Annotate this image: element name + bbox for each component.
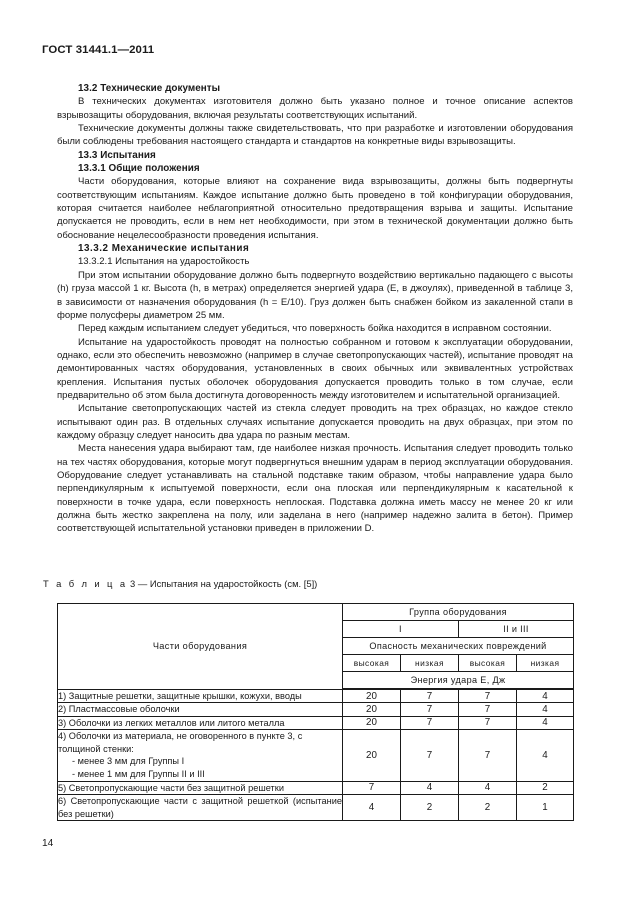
table-row-sub-line: - менее 1 мм для Группы II и III: [72, 769, 205, 780]
table-row-label-text: 6) Светопропускающие части с защитной решеткой (испытание без решетки): [58, 796, 342, 819]
table-row: [58, 730, 574, 781]
table-header-energy-band: Энергия удара E, Дж: [343, 672, 574, 690]
table-row: [58, 689, 574, 703]
standard-number-header: ГОСТ 31441.1—2011: [42, 44, 155, 56]
table-row: [58, 716, 574, 730]
table-cell-energy-value: 7: [343, 781, 401, 795]
table-head: [58, 604, 574, 690]
table-cell-energy-value: 1: [517, 795, 574, 821]
page-number: 14: [42, 838, 54, 849]
heading-13-3: 13.3 Испытания: [78, 149, 156, 161]
table-cell-energy-value: 20: [343, 689, 401, 703]
table-caption-dash: —: [137, 578, 148, 589]
impact-resistance-table: [57, 603, 574, 821]
table-row-label: [58, 795, 343, 821]
table-cell-energy-value: 4: [517, 730, 574, 781]
table-cell-energy-value: 2: [459, 795, 517, 821]
heading-13-3-2: 13.3.2 Механические испытания: [78, 243, 250, 255]
table-header-hazard-high-1: высокая: [343, 655, 401, 672]
table-row-label: [58, 703, 343, 717]
table-body: [58, 689, 574, 821]
paragraph-13-3-2-1-3: Испытание на ударостойкость проводят на полностью собранном и готовом к эксплуатации оборудовании, однако, если это обеспечить невозможно (например в случае светопропускающих частей), испытание проводят на демонтированных частях оборудования, установленных в своих обычных или эквивалентных устройствах крепления. Испытания пустых оболочек оборудования допускается проводить только в том случае, если предварительно об этом была достигнута договоренность между изготовителем и испытательной организацией.: [57, 336, 573, 401]
table-cell-energy-value: 7: [401, 730, 459, 781]
table-row-label-text: 5) Светопропускающие части без защитной решетки: [58, 782, 284, 793]
paragraph-13-3-2-1-4: Испытание светопропускающих частей из стекла следует проводить на трех образцах, но каждое стекло испытывают один раз. В отдельных случаях испытание допускается проводить на двух образцах, при этом по каждому образцу следует наносить два удара по разным местам.: [57, 403, 573, 441]
table-cell-energy-value: 7: [459, 703, 517, 717]
paragraph-13-2-2: Технические документы должны также свидетельствовать, что при разработке и изготовлении оборудования были соблюдены требования настоящего стандарта и стандартов на конкретные виды взрывозащиты.: [57, 123, 573, 148]
table-cell-energy-value: 4: [459, 781, 517, 795]
table-cell-energy-value: 7: [459, 689, 517, 703]
table-row-label-text: 2) Пластмассовые оболочки: [58, 704, 180, 715]
heading-13-3-1: 13.3.1 Общие положения: [78, 163, 200, 175]
table-cell-energy-value: 4: [517, 689, 574, 703]
table-caption-label: Т а б л и ц а: [43, 578, 128, 589]
table-caption: [43, 578, 317, 589]
table-cell-energy-value: 2: [401, 795, 459, 821]
table-header-hazard-band: Опасность механических повреждений: [343, 638, 574, 655]
paragraph-13-3-2-1-5: Места нанесения удара выбирают там, где наиболее низкая прочность. Испытания следует проводить только на тех частях оборудования, которые могут подвергнуться внешним ударам в период эксплуатации оборудования. Оборудование следует устанавливать на стальной подставке таким образом, чтобы направление удара было перпендикулярным к испытуемой поверхности, если она плоская или перпендикулярным к касательной к поверхности в точке удара, если поверхность неплоская. Подставка должна иметь массу не менее 20 кг или должна быть жестко закреплена на полу, или заделана в него (например надежно залита в бетон). Пример соответствующей испытательной установки приведен в приложении D.: [57, 443, 573, 535]
paragraph-13-3-1-1: Части оборудования, которые влияют на сохранение вида взрывозащиты, должны быть подвергнуты соответствующим испытаниям. Каждое испытание должно быть проведено в той конфигурации оборудования, которая считается наиболее неблагоприятной относительно предотвращения взрыва и защиты. Испытание допускается не проводить, если в нем нет необходимости, при этом в технической документации должно быть обоснование нецелесообразности проведения испытания.: [57, 176, 573, 241]
table-cell-energy-value: 7: [459, 716, 517, 730]
table-caption-text: Испытания на ударостойкость (см. [5]): [149, 578, 318, 589]
table-header-equipment-group: Группа оборудования: [343, 604, 574, 621]
table-row-label: [58, 781, 343, 795]
table-row-label-text: 3) Оболочки из легких металлов или литого металла: [58, 717, 285, 728]
table-cell-energy-value: 7: [401, 716, 459, 730]
table-cell-energy-value: 2: [517, 781, 574, 795]
table-caption-number: 3: [130, 578, 136, 589]
table-cell-energy-value: 4: [401, 781, 459, 795]
heading-13-3-2-1: 13.3.2.1 Испытания на ударостойкость: [78, 256, 250, 268]
table-header-row-group: [58, 604, 574, 621]
table-row-label-text: 4) Оболочки из материала, не оговоренного в пункте 3, с толщиной стенки:: [58, 731, 303, 754]
table-header-group-2-3: II и III: [459, 621, 574, 638]
table-row-label: [58, 730, 343, 781]
table-cell-energy-value: 7: [401, 689, 459, 703]
table-cell-energy-value: 20: [343, 730, 401, 781]
paragraph-13-2-1: В технических документах изготовителя должно быть указано полное и точное описание аспектов взрывозащиты оборудования, включая результаты соответствующих испытаний.: [57, 96, 573, 121]
table-header-hazard-low-1: низкая: [401, 655, 459, 672]
table-cell-energy-value: 4: [343, 795, 401, 821]
body-text-column: [57, 82, 573, 536]
paragraph-13-3-2-1-2: Перед каждым испытанием следует убедиться, что поверхность бойка находится в исправном состоянии.: [78, 323, 552, 335]
table-row: [58, 795, 574, 821]
table-row-label: [58, 689, 343, 703]
table-header-hazard-high-2: высокая: [459, 655, 517, 672]
table-cell-energy-value: 7: [459, 730, 517, 781]
table-cell-energy-value: 20: [343, 703, 401, 717]
table-cell-energy-value: 7: [401, 703, 459, 717]
table-row-label-text: 1) Защитные решетки, защитные крышки, кожухи, вводы: [58, 690, 302, 701]
impact-resistance-table-wrapper: [57, 603, 573, 821]
table-row: [58, 703, 574, 717]
paragraph-13-3-2-1-1: При этом испытании оборудование должно быть подвергнуто воздействию вертикально падающего с высоты (h) груза массой 1 кг. Высота (h, в метрах) определяется энергией удара (E, в джоулях), приведенной в таблице 3, в зависимости от назначения оборудования (h = E/10). Груз должен быть снабжен бойком из закаленной стапи в форме полусферы диаметром 25 мм.: [57, 269, 573, 321]
table-row: [58, 781, 574, 795]
table-header-parts: Части оборудования: [58, 604, 343, 690]
table-cell-energy-value: 4: [517, 703, 574, 717]
table-cell-energy-value: 20: [343, 716, 401, 730]
table-cell-energy-value: 4: [517, 716, 574, 730]
table-header-group-1: I: [343, 621, 459, 638]
table-row-label: [58, 716, 343, 730]
table-row-sub-line: - менее 3 мм для Группы I: [72, 756, 185, 767]
table-header-hazard-low-2: низкая: [517, 655, 574, 672]
heading-13-2: 13.2 Технические документы: [78, 83, 221, 94]
